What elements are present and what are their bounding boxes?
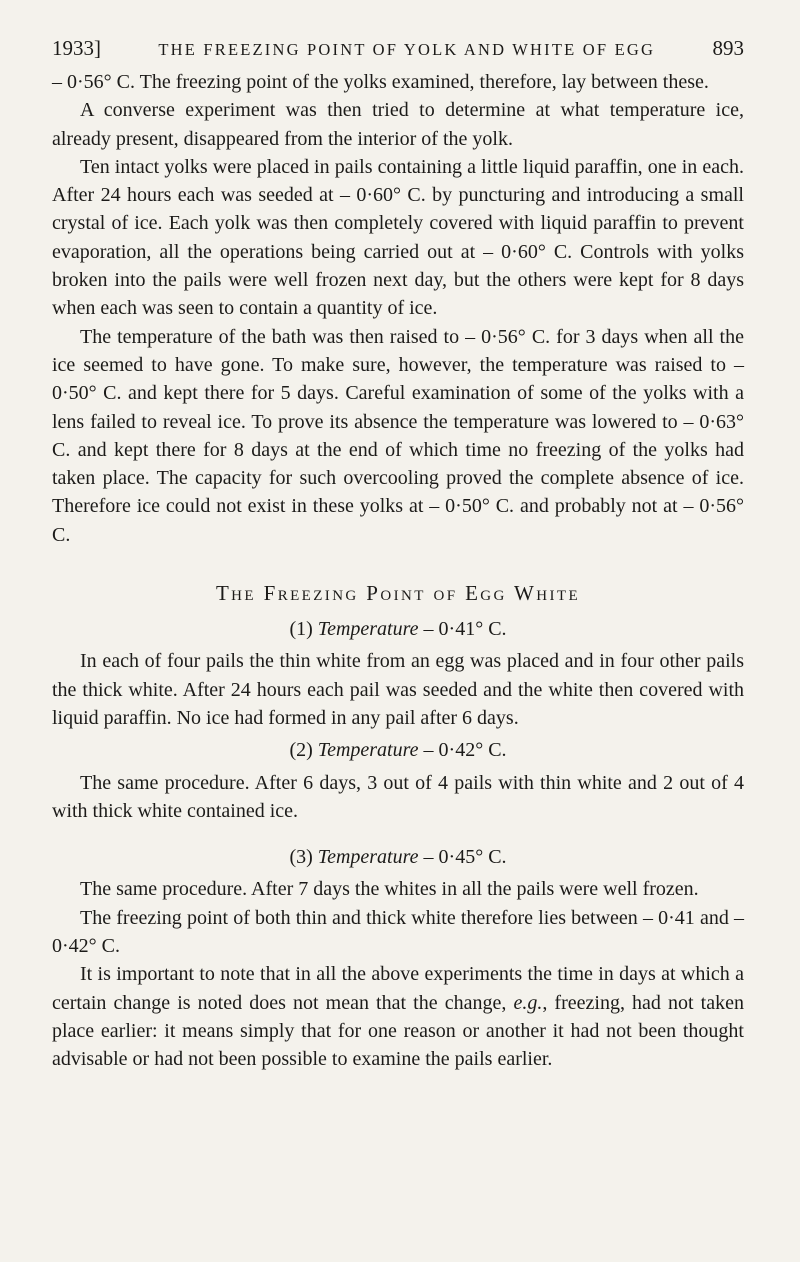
experiment-heading-3: [52, 843, 744, 871]
paragraph-intact-yolks: Ten intact yolks were placed in pails containing a little liquid paraffin, one in each. After 24 hours each was seeded at – 0·60° C. by puncturing and introducing a small crystal of ice. Each yolk was then completely covered with liquid paraffin to prevent evaporation, all the operations being carried out at – 0·60° C. Controls with yolks broken into the pails were well frozen next day, but the others were kept for 8 days when each was seen to contain a quantity of ice.: [52, 155, 744, 320]
experiment-heading-text: Temperature: [317, 846, 419, 869]
paragraph-conclusion: The freezing point of both thin and thick white therefore lies between – 0·41 and – 0·42° C.: [52, 906, 744, 958]
experiment-text-1: In each of four pails the thin white from an egg was placed and in four other pails the thick white. After 24 hours each pail was seeded and the white then covered with liquid paraffin. No ice had formed in any pail after 6 days.: [52, 650, 744, 729]
running-title: THE FREEZING POINT OF YOLK AND WHITE OF EGG: [158, 40, 656, 59]
experiment-heading-text: Temperature: [317, 618, 419, 641]
experiment-label: (3): [289, 846, 313, 869]
experiment-label: (1): [289, 618, 313, 641]
page-number: 893: [712, 36, 744, 60]
experiment-text-3: The same procedure. After 7 days the whites in all the pails were well frozen.: [80, 878, 699, 901]
paragraph-final-note: [52, 960, 744, 1073]
experiment-heading-2: [52, 736, 744, 764]
experiment-temp: – 0·41° C.: [423, 618, 507, 641]
section-heading: The Freezing Point of Egg White: [215, 581, 581, 606]
experiment-label: (2): [289, 739, 313, 762]
year-label: 1933]: [52, 36, 101, 60]
paragraph-bath-temperature: The temperature of the bath was then raised to – 0·56° C. for 3 days when all the ice seemed to have gone. To make sure, however, the temperature was raised to – 0·50° C. and kept there for 5 days. Careful examination of some of the yolks with a lens failed to reveal ice. To prove its absence the temperature was lowered to – 0·63° C. and kept there for 8 days at the end of which time no freezing of the yolks had taken place. The capacity for such overcooling proved the complete absence of ice. Therefore ice could not exist in these yolks at – 0·50° C. and probably not at – 0·56° C.: [52, 325, 744, 546]
running-head: [52, 36, 744, 62]
paragraph-converse-experiment: A converse experiment was then tried to determine at what temperature ice, already present, disappeared from the interior of the yolk.: [52, 99, 744, 150]
experiment-heading-1: [52, 615, 744, 643]
experiment-heading-text: Temperature: [317, 739, 419, 762]
final-note-before: It is important to note that in all the above experiments the time in days at which a certain change is noted does not mean that the change,: [52, 963, 744, 1014]
final-note-after: , freezing, had not taken place earlier: it means simply that for one reason or another it had not been thought advisable or had not been possible to examine the pails earlier.: [52, 991, 744, 1071]
experiment-temp: – 0·45° C.: [423, 846, 507, 869]
article-body: [52, 68, 744, 1074]
paragraph-continuation: – 0·56° C. The freezing point of the yolks examined, therefore, lay between these.: [52, 71, 709, 93]
experiment-temp: – 0·42° C.: [423, 739, 507, 762]
experiment-text-2: The same procedure. After 6 days, 3 out of 4 pails with thin white and 2 out of 4 with thick white contained ice.: [52, 771, 744, 822]
final-note-eg: e.g.: [513, 991, 543, 1014]
